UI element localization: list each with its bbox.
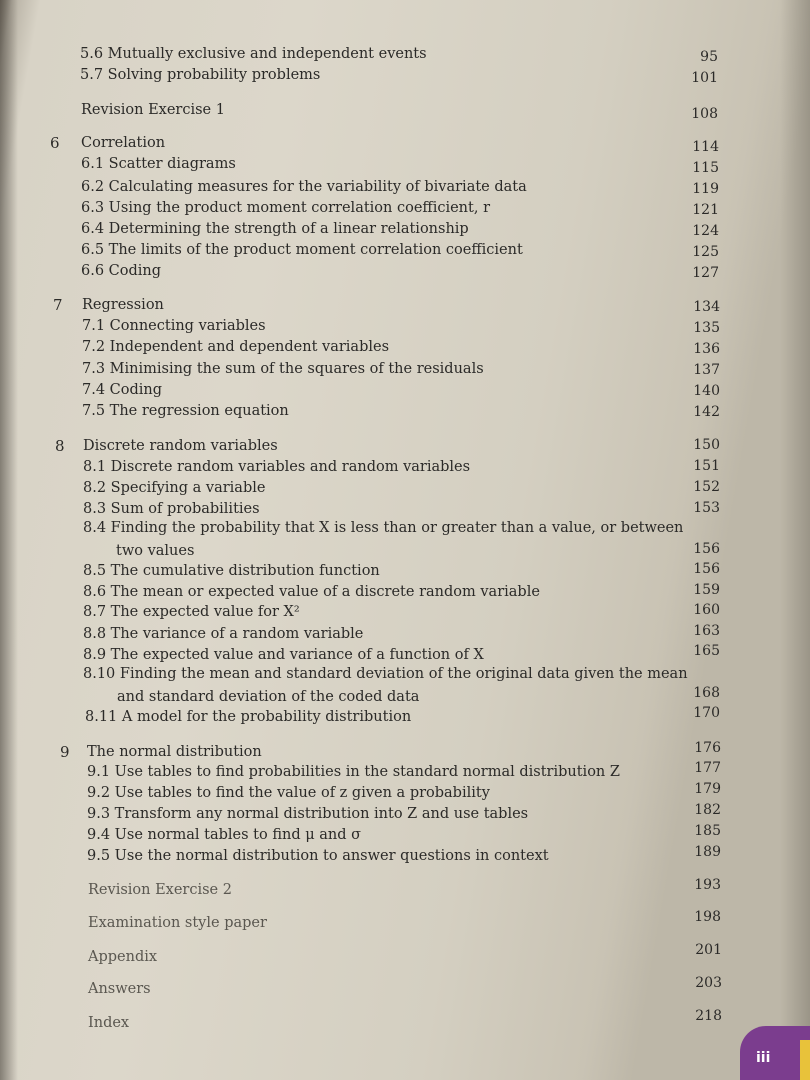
toc-entry: 6.6 Coding [81,263,162,279]
toc-page: 182 [694,802,721,818]
toc-entry: 7.2 Independent and dependent variables [82,339,390,355]
toc-entry: 6.1 Scatter diagrams [81,156,236,172]
toc-page: 108 [691,106,718,122]
toc-page: 201 [695,942,722,958]
toc-page: 125 [692,244,719,260]
toc-entry: 6.4 Determining the strength of a linear relationship [81,221,469,237]
toc-entry: Index [88,1015,130,1031]
toc-page: 153 [693,500,720,516]
toc-page: 218 [695,1008,722,1024]
chapter-number: 9 [60,743,70,761]
toc-entry: 6.3 Using the product moment correlation coefficient, r [81,200,491,216]
toc-page: 137 [693,362,720,378]
toc-page: 163 [693,623,720,639]
toc-entry: 8.1 Discrete random variables and random variables [83,459,471,475]
toc-entry: 8.5 The cumulative distribution function [83,563,380,579]
tab-accent [800,1040,810,1080]
toc-entry: Answers [88,981,151,997]
page-number: iii [756,1050,771,1066]
toc-page: 95 [700,49,718,65]
toc-page: 124 [692,223,719,239]
toc-entry: Revision Exercise 1 [81,102,225,118]
chapter-number: 8 [55,437,65,455]
toc-entry: 9.4 Use normal tables to find μ and σ [87,827,362,843]
toc-page: 165 [693,643,720,659]
toc-entry: 7.4 Coding [82,382,163,398]
toc-page: 127 [692,265,719,281]
toc-entry: 8.6 The mean or expected value of a discrete random variable [83,584,540,600]
toc-entry: 9.1 Use tables to find probabilities in the standard normal distribution Z [87,764,620,780]
toc-page: 101 [691,70,718,86]
toc-entry: 6.2 Calculating measures for the variability of bivariate data [81,179,527,195]
toc-entry: 5.6 Mutually exclusive and independent events [80,46,427,62]
toc-chapter: Discrete random variables [83,438,278,454]
toc-page: 121 [692,202,719,218]
chapter-number: 6 [50,134,60,152]
toc-entry: 7.5 The regression equation [82,403,289,419]
toc-page: 160 [693,602,720,618]
toc-entry: 8.2 Specifying a variable [83,480,266,496]
toc-page: 170 [693,705,720,721]
toc-page: 176 [694,740,721,756]
toc-entry: 8.3 Sum of probabilities [83,501,260,517]
toc-entry: 7.3 Minimising the sum of the squares of the residuals [82,361,484,377]
toc-page: 135 [693,320,720,336]
toc-chapter: Regression [82,297,164,313]
toc-page: 152 [693,479,720,495]
toc-page: 193 [694,877,721,893]
toc-page: 179 [694,781,721,797]
toc-entry: Revision Exercise 2 [88,882,232,898]
toc-page: 189 [694,844,721,860]
toc-chapter: Correlation [81,135,166,151]
toc-entry: Examination style paper [88,915,267,931]
toc-entry: 8.9 The expected value and variance of a function of X [83,647,484,663]
chapter-number: 7 [53,296,63,314]
toc-entry: 9.5 Use the normal distribution to answer questions in context [87,848,549,864]
toc-entry: 9.2 Use tables to find the value of z given a probability [87,785,490,801]
toc-chapter: The normal distribution [87,744,262,760]
toc-page: 134 [693,299,720,315]
toc-entry-continued: and standard deviation of the coded data [117,689,420,705]
toc-page: 156 [693,561,720,577]
toc-page: 156 [693,541,720,557]
toc-page: 142 [693,404,720,420]
toc-page: 115 [692,160,719,176]
toc-page: 198 [694,909,721,925]
toc-entry: 8.10 Finding the mean and standard deviation of the original data given the mean [83,666,688,682]
toc-page: 203 [695,975,722,991]
toc-page: 185 [694,823,721,839]
toc-entry: 9.3 Transform any normal distribution into Z and use tables [87,806,529,822]
toc-entry-continued: two values [116,543,195,559]
toc-entry: 8.11 A model for the probability distribution [85,709,412,725]
toc-page: 140 [693,383,720,399]
toc-page: 150 [693,437,720,453]
toc-entry: 8.7 The expected value for X² [83,604,300,620]
toc-entry: 8.8 The variance of a random variable [83,626,364,642]
toc-page: 151 [693,458,720,474]
toc-entry: 6.5 The limits of the product moment correlation coefficient [81,242,523,258]
toc-page: 177 [694,760,721,776]
toc-entry: 7.1 Connecting variables [82,318,266,334]
toc-entry: 5.7 Solving probability problems [80,67,321,83]
toc-entry: Appendix [88,949,158,965]
toc-page: 114 [692,139,719,155]
toc-page: 159 [693,582,720,598]
toc-page: 168 [693,685,720,701]
toc-page: 136 [693,341,720,357]
toc-page: 119 [692,181,719,197]
toc-entry: 8.4 Finding the probability that X is less than or greater than a value, or between [83,520,684,536]
